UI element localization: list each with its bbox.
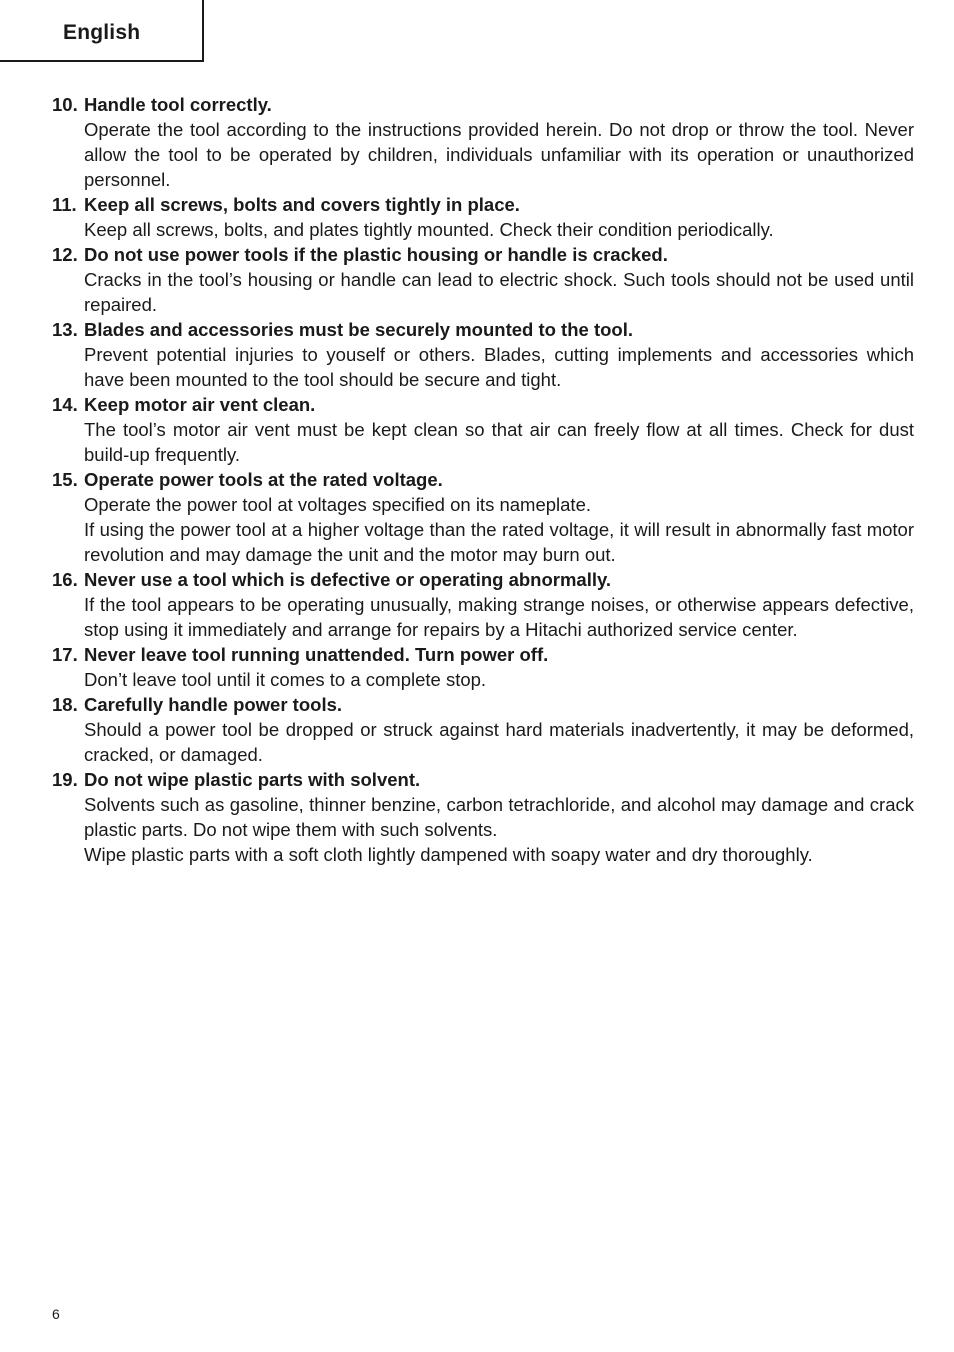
item-heading: Carefully handle power tools. (84, 694, 343, 715)
instruction-item (52, 92, 914, 192)
item-number: 16. (52, 569, 78, 590)
instruction-item (52, 642, 914, 692)
item-paragraph: Don’t leave tool until it comes to a complete stop. (84, 669, 487, 690)
item-heading: Keep all screws, bolts and covers tightly in place. (84, 194, 520, 215)
item-number: 17. (52, 644, 78, 665)
page-number: 6 (52, 1306, 60, 1322)
item-paragraph: Solvents such as gasoline, thinner benzine, carbon tetrachloride, and alcohol may damage and crack plastic parts. Do not wipe them with such solvents. (84, 794, 914, 840)
item-heading: Do not use power tools if the plastic housing or handle is cracked. (84, 244, 668, 265)
item-number: 12. (52, 244, 78, 265)
item-paragraph: If using the power tool at a higher voltage than the rated voltage, it will result in abnormally fast motor revolution and may damage the unit and the motor may burn out. (84, 519, 914, 565)
item-paragraph: Prevent potential injuries to youself or others. Blades, cutting implements and accessories which have been mounted to the tool should be secure and tight. (84, 344, 914, 390)
item-paragraph: If the tool appears to be operating unusually, making strange noises, or otherwise appears defective, stop using it immediately and arrange for repairs by a Hitachi authorized service center. (84, 594, 914, 640)
instruction-item (52, 467, 914, 567)
item-paragraph: Operate the power tool at voltages specified on its nameplate. (84, 494, 591, 515)
item-paragraph: Cracks in the tool’s housing or handle can lead to electric shock. Such tools should not be used until repaired. (84, 269, 914, 315)
item-number: 15. (52, 469, 78, 490)
item-number: 13. (52, 319, 78, 340)
instruction-item (52, 692, 914, 767)
item-paragraph: Keep all screws, bolts, and plates tightly mounted. Check their condition periodically. (84, 219, 774, 240)
item-heading: Do not wipe plastic parts with solvent. (84, 769, 421, 790)
language-label: English (63, 21, 141, 44)
item-paragraph: Operate the tool according to the instructions provided herein. Do not drop or throw the tool. Never allow the tool to be operated by children, individuals unfamiliar with its operation or unauthorized personnel. (84, 119, 914, 190)
instruction-item (52, 767, 914, 867)
item-body (84, 467, 914, 567)
item-heading: Never leave tool running unattended. Turn power off. (84, 644, 549, 665)
item-heading: Never use a tool which is defective or operating abnormally. (84, 569, 612, 590)
item-heading: Blades and accessories must be securely mounted to the tool. (84, 319, 633, 340)
instruction-item (52, 242, 914, 317)
item-body (84, 192, 914, 242)
instruction-item (52, 392, 914, 467)
item-body (84, 92, 914, 192)
safety-instructions-list (52, 92, 914, 867)
item-number: 10. (52, 94, 78, 115)
item-paragraph: Should a power tool be dropped or struck against hard materials inadvertently, it may be deformed, cracked, or damaged. (84, 719, 914, 765)
item-paragraph: Wipe plastic parts with a soft cloth lightly dampened with soapy water and dry thoroughly. (84, 844, 813, 865)
item-heading: Handle tool correctly. (84, 94, 272, 115)
item-number: 18. (52, 694, 78, 715)
item-number: 11. (52, 194, 77, 215)
instruction-item (52, 192, 914, 242)
item-number: 14. (52, 394, 78, 415)
item-body (84, 692, 914, 767)
item-body (84, 567, 914, 642)
item-body (84, 767, 914, 867)
item-body (84, 242, 914, 317)
item-heading: Keep motor air vent clean. (84, 394, 316, 415)
item-paragraph: The tool’s motor air vent must be kept clean so that air can freely flow at all times. Check for dust build-up frequently. (84, 419, 914, 465)
language-tab (0, 0, 204, 62)
item-number: 19. (52, 769, 78, 790)
item-body (84, 392, 914, 467)
instruction-item (52, 567, 914, 642)
instruction-item (52, 317, 914, 392)
item-body (84, 642, 914, 692)
item-heading: Operate power tools at the rated voltage. (84, 469, 443, 490)
item-body (84, 317, 914, 392)
